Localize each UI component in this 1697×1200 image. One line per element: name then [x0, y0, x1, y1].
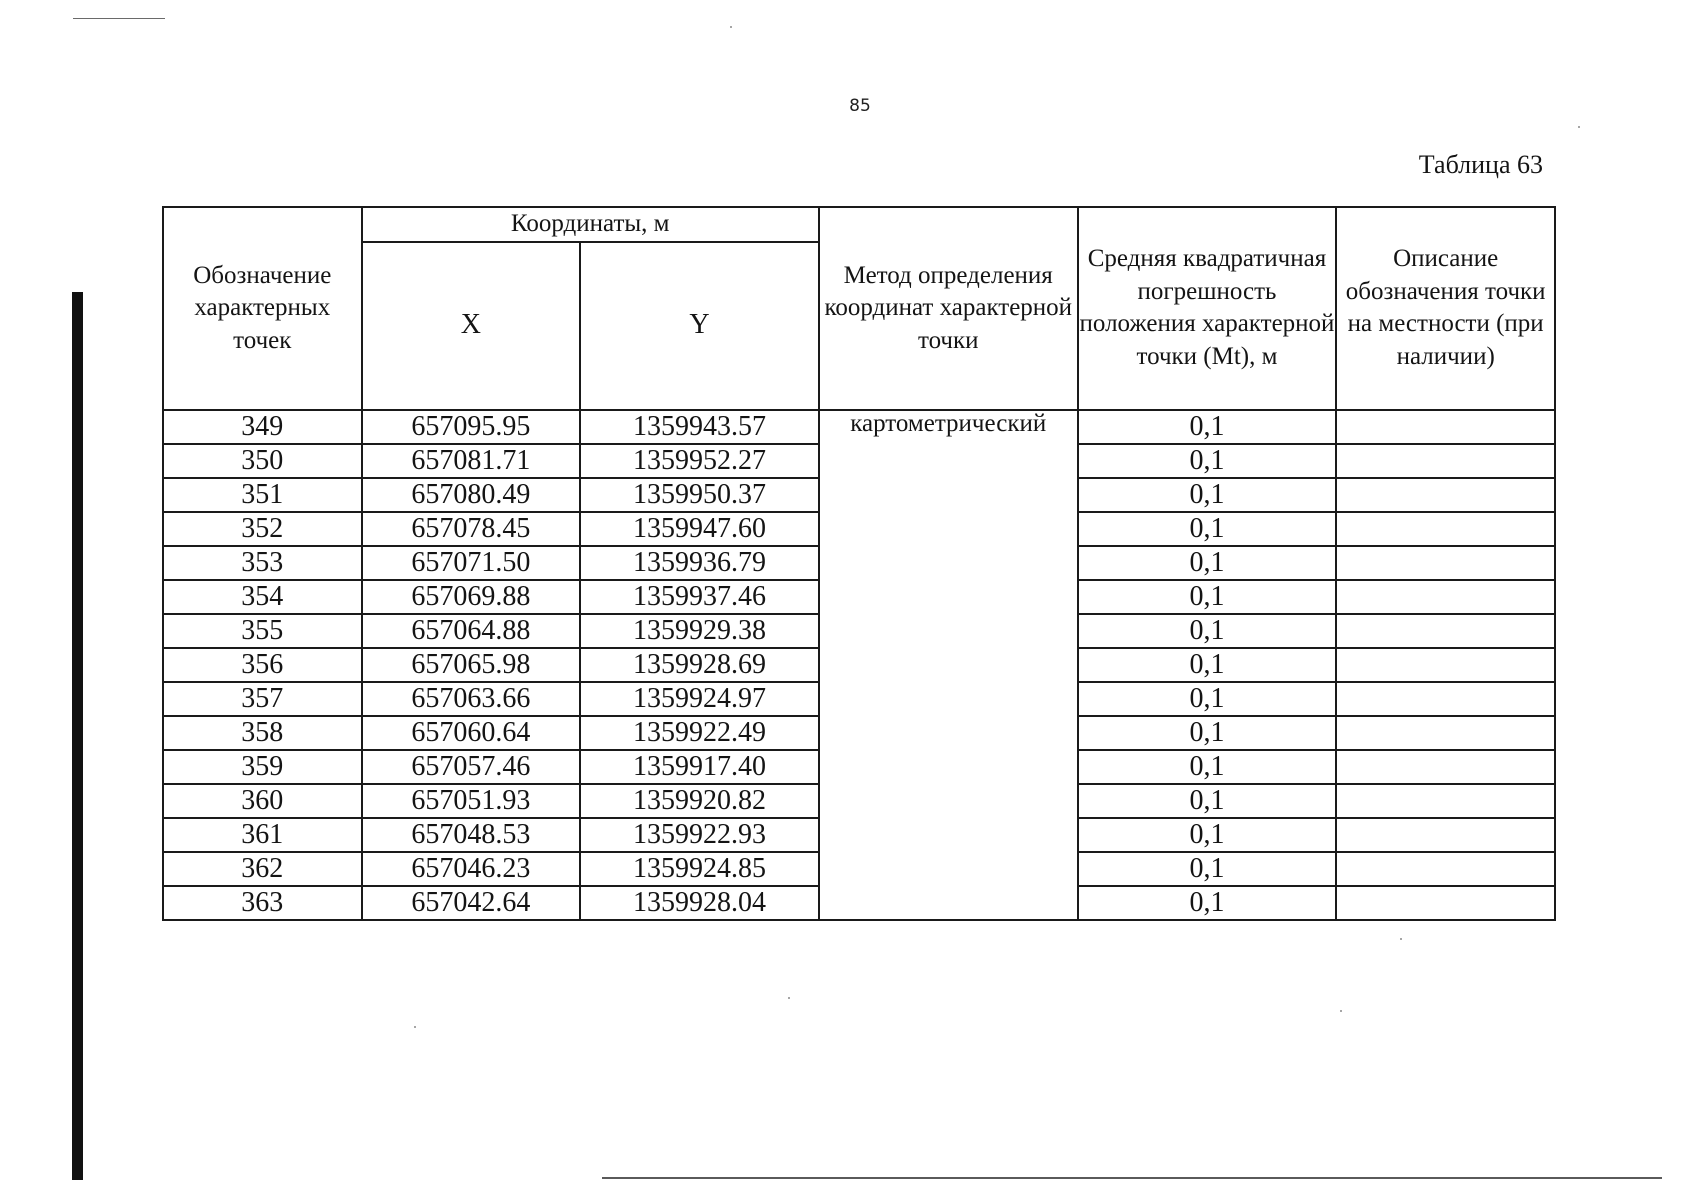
cell-y: 1359936.79: [580, 546, 819, 580]
cell-point: 362: [163, 852, 362, 886]
cell-point: 352: [163, 512, 362, 546]
cell-x: 657051.93: [362, 784, 581, 818]
cell-description: [1336, 614, 1555, 648]
table-row: [163, 410, 1555, 444]
cell-point: 358: [163, 716, 362, 750]
cell-x: 657081.71: [362, 444, 581, 478]
cell-x: 657080.49: [362, 478, 581, 512]
cell-point: 363: [163, 886, 362, 920]
cell-method: картометрический: [819, 410, 1078, 920]
cell-description: [1336, 818, 1555, 852]
cell-y: 1359924.97: [580, 682, 819, 716]
cell-point: 349: [163, 410, 362, 444]
cell-x: 657071.50: [362, 546, 581, 580]
cell-mt: 0,1: [1078, 410, 1337, 444]
cell-mt: 0,1: [1078, 648, 1337, 682]
cell-y: 1359924.85: [580, 852, 819, 886]
cell-x: 657060.64: [362, 716, 581, 750]
cell-description: [1336, 478, 1555, 512]
header-y-label: Y: [580, 242, 819, 410]
scan-speck: [1340, 1010, 1342, 1012]
scan-artifact-top-line: [73, 18, 165, 19]
cell-y: 1359952.27: [580, 444, 819, 478]
scan-speck: [1400, 938, 1402, 940]
cell-mt: 0,1: [1078, 886, 1337, 920]
cell-description: [1336, 750, 1555, 784]
scan-artifact-bottom-line: [602, 1177, 1662, 1179]
cell-y: 1359929.38: [580, 614, 819, 648]
table-body: [163, 410, 1555, 920]
header-point-label: Обозначение характерных точек: [163, 207, 362, 410]
table-caption: Таблица 63: [1418, 150, 1543, 179]
cell-x: 657078.45: [362, 512, 581, 546]
cell-mt: 0,1: [1078, 682, 1337, 716]
scan-speck: [1578, 126, 1580, 128]
cell-point: 351: [163, 478, 362, 512]
cell-x: 657046.23: [362, 852, 581, 886]
cell-mt: 0,1: [1078, 546, 1337, 580]
cell-point: 355: [163, 614, 362, 648]
cell-y: 1359950.37: [580, 478, 819, 512]
cell-point: 356: [163, 648, 362, 682]
header-coordinates-label: Координаты, м: [362, 207, 819, 242]
header-description-label: Описание обозначения точки на местности (при наличии): [1336, 207, 1555, 410]
scan-speck: [414, 1026, 416, 1028]
cell-mt: 0,1: [1078, 750, 1337, 784]
cell-point: 357: [163, 682, 362, 716]
cell-x: 657063.66: [362, 682, 581, 716]
cell-description: [1336, 784, 1555, 818]
cell-point: 359: [163, 750, 362, 784]
cell-y: 1359922.93: [580, 818, 819, 852]
cell-mt: 0,1: [1078, 614, 1337, 648]
cell-x: 657095.95: [362, 410, 581, 444]
cell-description: [1336, 682, 1555, 716]
cell-mt: 0,1: [1078, 784, 1337, 818]
cell-point: 353: [163, 546, 362, 580]
cell-x: 657065.98: [362, 648, 581, 682]
cell-mt: 0,1: [1078, 478, 1337, 512]
cell-point: 350: [163, 444, 362, 478]
header-x-label: X: [362, 242, 581, 410]
cell-y: 1359928.04: [580, 886, 819, 920]
cell-x: 657069.88: [362, 580, 581, 614]
cell-point: 354: [163, 580, 362, 614]
cell-y: 1359947.60: [580, 512, 819, 546]
cell-x: 657057.46: [362, 750, 581, 784]
scan-artifact-left-bar: [72, 292, 83, 1180]
page-number: 85: [849, 96, 871, 116]
table-header: [163, 207, 1555, 410]
cell-y: 1359920.82: [580, 784, 819, 818]
scan-speck: [730, 26, 732, 28]
cell-description: [1336, 546, 1555, 580]
cell-point: 360: [163, 784, 362, 818]
cell-mt: 0,1: [1078, 818, 1337, 852]
cell-description: [1336, 716, 1555, 750]
cell-y: 1359928.69: [580, 648, 819, 682]
header-method-label: Метод определения координат характерной точки: [819, 207, 1078, 410]
cell-description: [1336, 886, 1555, 920]
cell-y: 1359943.57: [580, 410, 819, 444]
cell-mt: 0,1: [1078, 580, 1337, 614]
cell-y: 1359937.46: [580, 580, 819, 614]
cell-description: [1336, 410, 1555, 444]
cell-description: [1336, 852, 1555, 886]
cell-description: [1336, 580, 1555, 614]
cell-mt: 0,1: [1078, 444, 1337, 478]
cell-x: 657048.53: [362, 818, 581, 852]
scan-speck: [788, 997, 790, 999]
cell-x: 657064.88: [362, 614, 581, 648]
cell-description: [1336, 444, 1555, 478]
cell-y: 1359922.49: [580, 716, 819, 750]
cell-point: 361: [163, 818, 362, 852]
cell-x: 657042.64: [362, 886, 581, 920]
header-accuracy-label: Средняя квадратичная погрешность положения характерной точки (Mt), м: [1078, 207, 1337, 410]
coordinates-table: [162, 206, 1556, 921]
cell-description: [1336, 648, 1555, 682]
cell-mt: 0,1: [1078, 852, 1337, 886]
cell-mt: 0,1: [1078, 716, 1337, 750]
cell-mt: 0,1: [1078, 512, 1337, 546]
cell-description: [1336, 512, 1555, 546]
cell-y: 1359917.40: [580, 750, 819, 784]
